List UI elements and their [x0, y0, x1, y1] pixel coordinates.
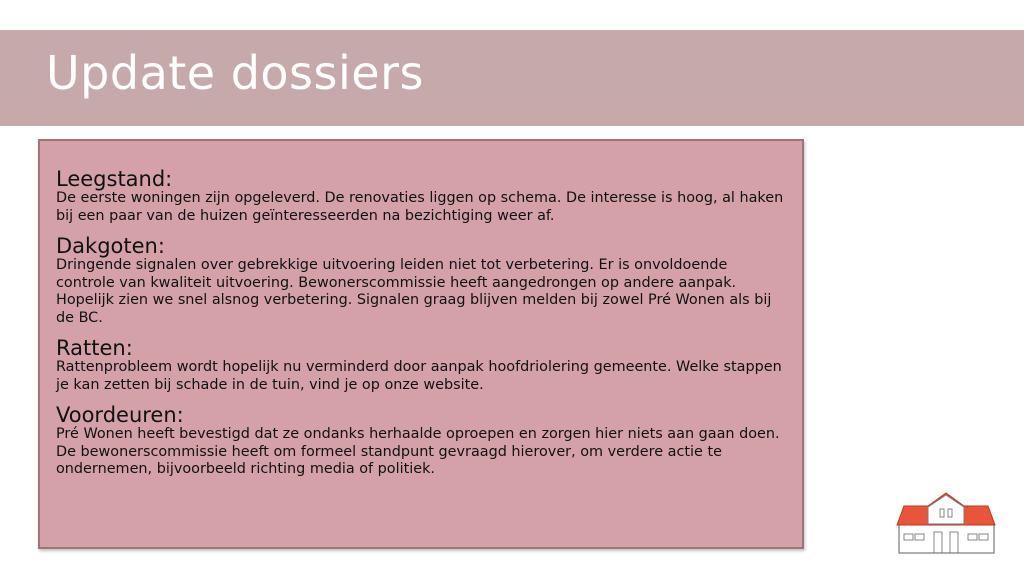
section-text: Pré Wonen heeft bevestigd dat ze ondanks herhaalde oproepen en zorgen hier niets aan gaan doen. De bewonerscommissie heeft om formeel standpunt gevraagd hierover, om verdere actie te ondernemen, bijvoorbeeld richting media of politiek.: [56, 426, 780, 477]
section-text: De eerste woningen zijn opgeleverd. De renovaties liggen op schema. De interesse is hoog, al haken bij een paar van de huizen geïnteresseerden na bezichtiging weer af.: [56, 190, 784, 224]
section-ratten: [56, 338, 786, 394]
section-heading: Ratten:: [56, 336, 133, 360]
section-heading: Voordeuren:: [56, 403, 184, 427]
section-text: Dringende signalen over gebrekkige uitvoering leiden niet tot verbetering. Er is onvoldoende controle van kwaliteit uitvoering. Bewonerscommissie heeft aangedrongen op andere aanpak. Hopelijk zien we snel alsnog verbetering. Signalen graag blijven melden bij zowel Pré Wonen als bij de BC.: [56, 257, 772, 326]
section-voordeuren: [56, 405, 786, 479]
slide-title: Update dossiers: [46, 46, 424, 100]
section-heading: Leegstand:: [56, 167, 173, 191]
house-icon: [894, 490, 998, 556]
content-box: [38, 139, 804, 549]
section-heading: Dakgoten:: [56, 234, 165, 258]
section-text: Rattenprobleem wordt hopelijk nu verminderd door aanpak hoofdriolering gemeente. Welke stappen je kan zetten bij schade in de tuin, vind je op onze website.: [56, 359, 782, 393]
section-leegstand: [56, 169, 786, 225]
section-dakgoten: [56, 236, 786, 327]
